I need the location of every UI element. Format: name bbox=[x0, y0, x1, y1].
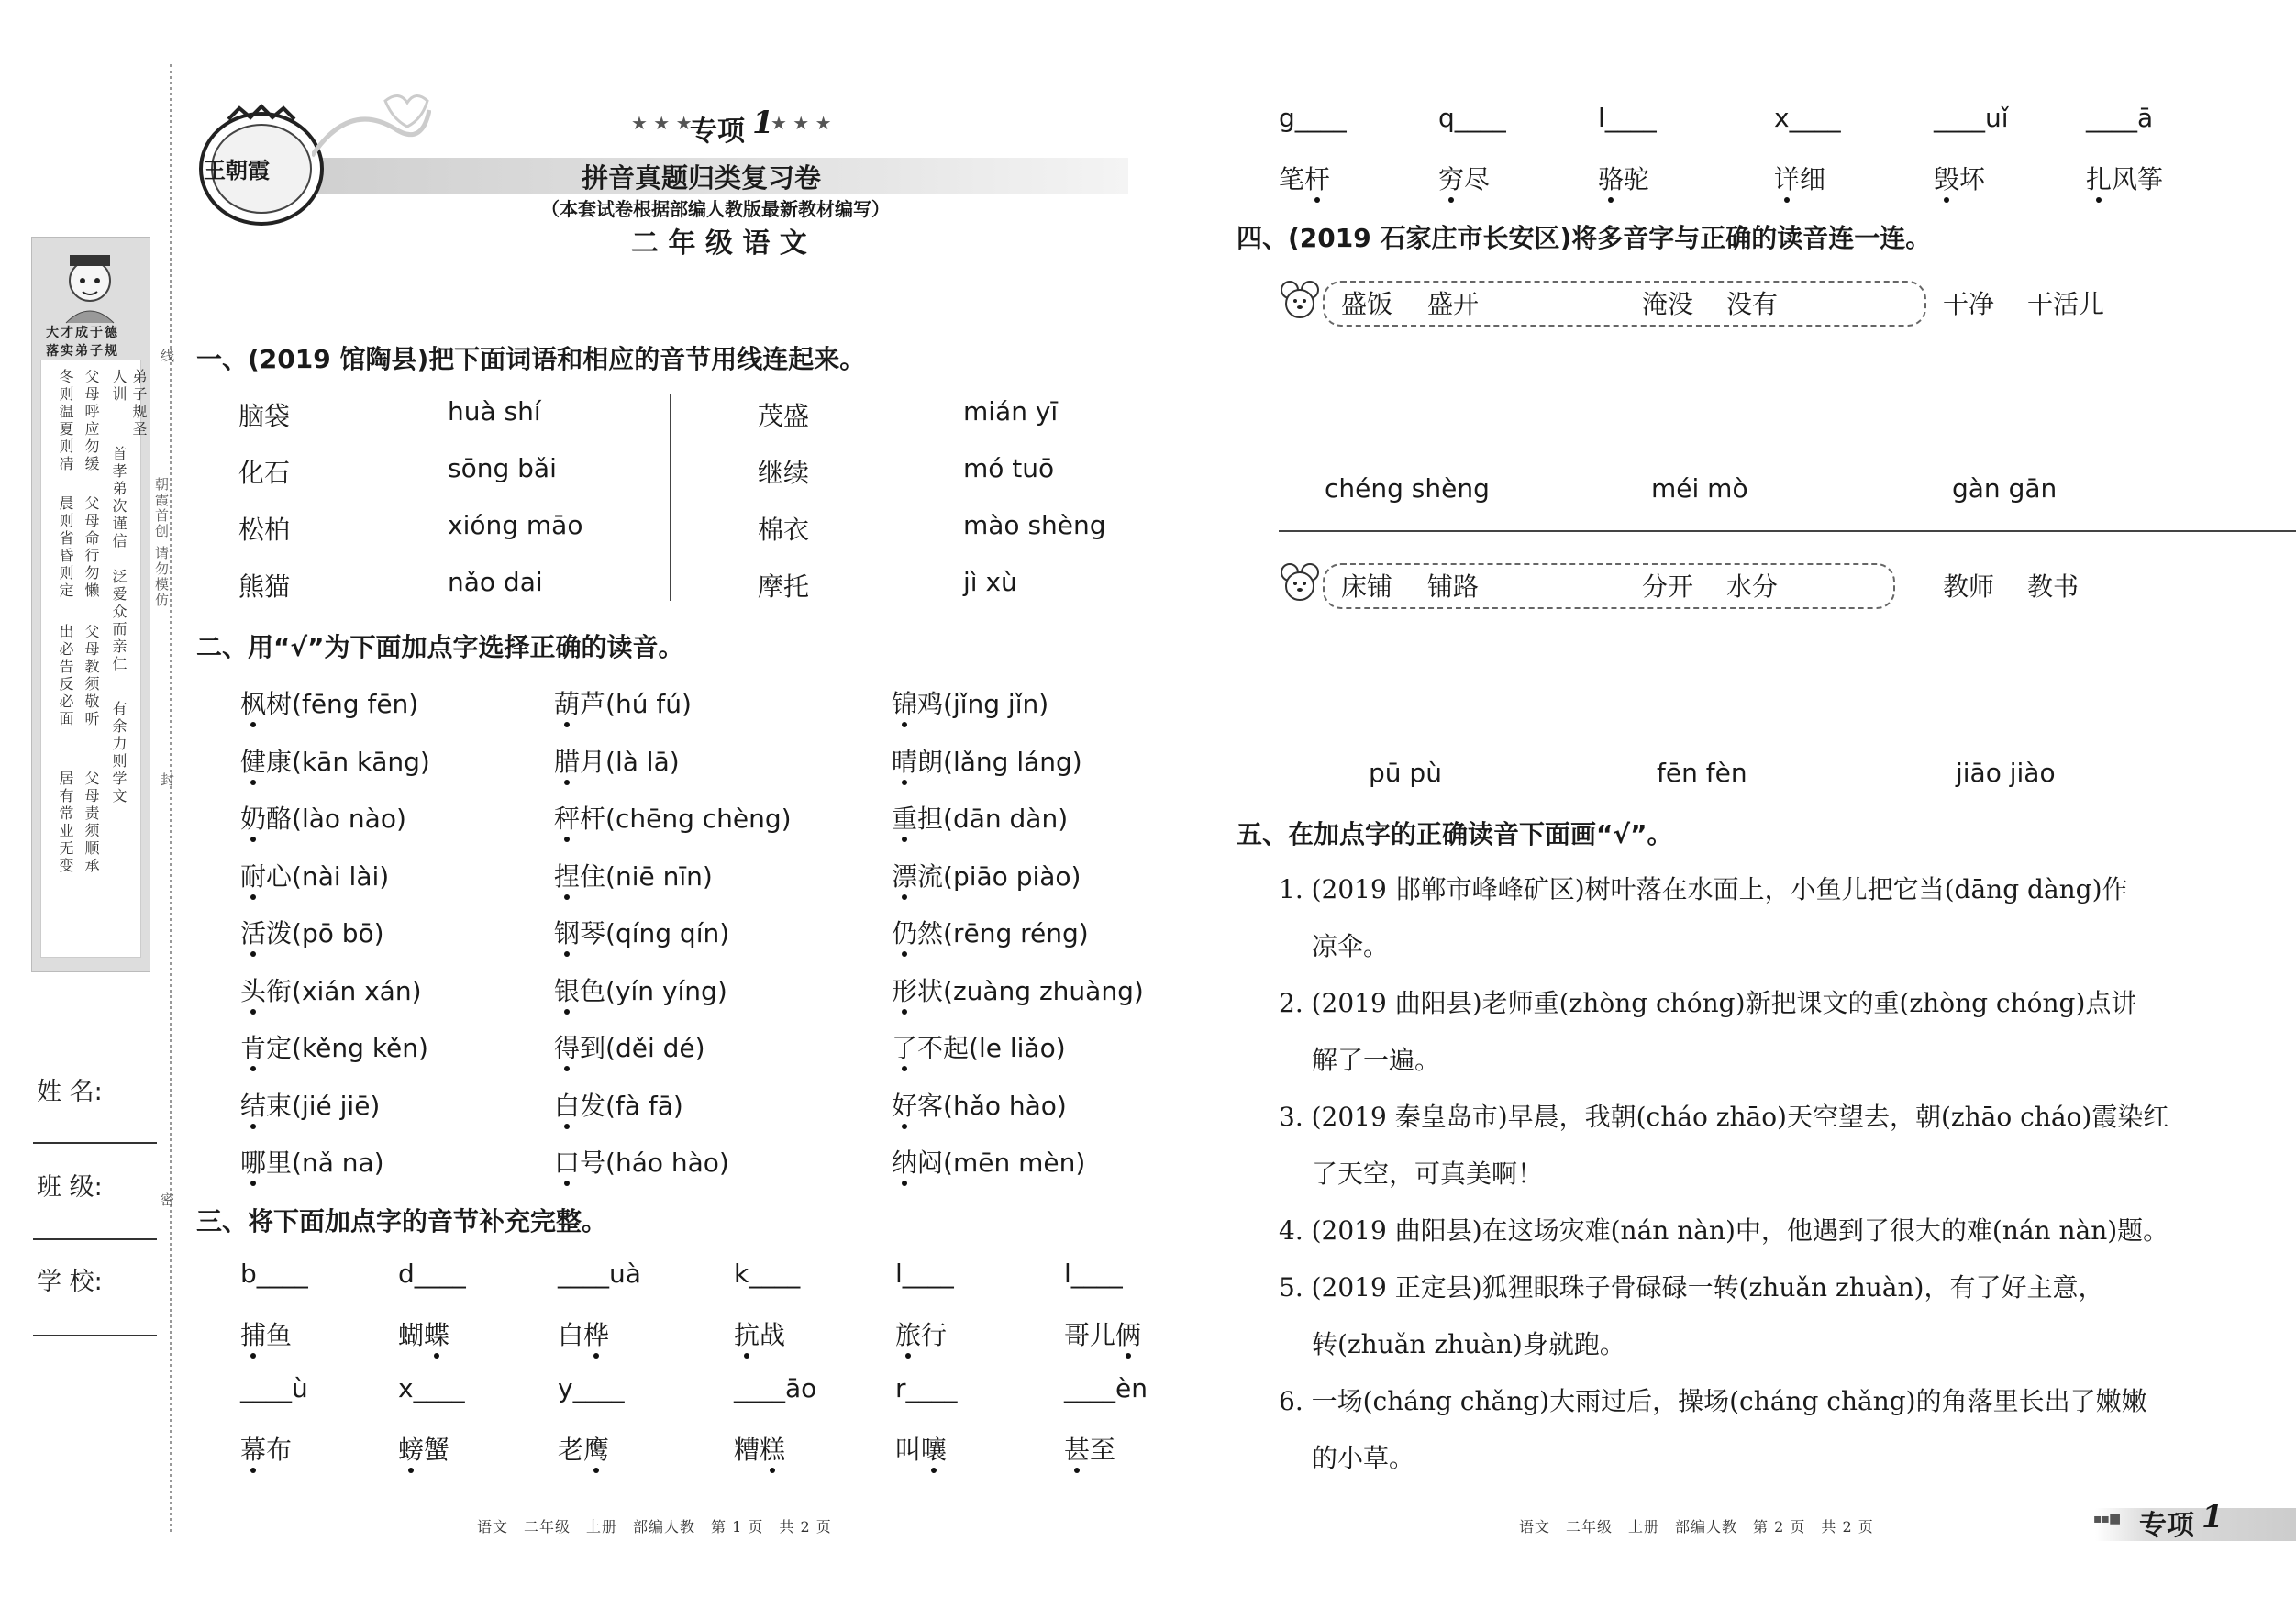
dotted-char: 哪 bbox=[240, 1148, 267, 1178]
word: 教师 bbox=[1943, 571, 1995, 602]
word-rest: 里 bbox=[266, 1148, 293, 1178]
dotted-char: 杆 bbox=[1304, 164, 1331, 194]
question-line[interactable]: 5. (2019 正定县)狐狸眼珠子骨碌碌一转(zhuǎn zhuàn)，有了好主意， bbox=[1279, 1272, 2104, 1303]
pinyin-blank[interactable]: d____ bbox=[398, 1259, 466, 1289]
word-rest: 流 bbox=[917, 860, 944, 892]
word-rest: 衔 bbox=[266, 975, 293, 1006]
pronunciation-choice[interactable] bbox=[240, 1028, 428, 1065]
dotted-char: 银 bbox=[554, 975, 581, 1006]
word-rest: 月 bbox=[580, 746, 606, 777]
pinyin: jì xù bbox=[963, 567, 1017, 597]
word-rest: 号 bbox=[580, 1148, 606, 1178]
word-rest: 老 bbox=[558, 1435, 584, 1465]
word-rest: 心 bbox=[266, 860, 293, 892]
pinyin-blank[interactable]: ____uà bbox=[558, 1259, 641, 1289]
side-motto-1: 大才成于德 bbox=[46, 326, 119, 340]
word-rest: 康 bbox=[266, 746, 293, 777]
pronunciation-choice[interactable] bbox=[892, 742, 1082, 779]
word-rest: 色 bbox=[580, 975, 606, 1006]
pinyin-options[interactable]: (piāo piào) bbox=[943, 860, 1081, 892]
special-number: 1 bbox=[752, 105, 774, 141]
dotted-char: 腊 bbox=[554, 746, 581, 777]
pinyin-options[interactable]: (pō bō) bbox=[292, 918, 384, 948]
word-rest: 白 bbox=[558, 1320, 584, 1350]
word bbox=[240, 1315, 292, 1352]
dotted-char: 口 bbox=[554, 1148, 581, 1178]
dotted-char: 晴 bbox=[892, 746, 918, 777]
word-rest: 蝴 bbox=[398, 1320, 425, 1350]
word-rest: 然 bbox=[917, 918, 944, 948]
word bbox=[734, 1430, 785, 1467]
pinyin: mián yī bbox=[963, 396, 1059, 427]
word-rest: 尽 bbox=[1464, 164, 1491, 194]
grade-title: 二 年 级 语 文 bbox=[631, 227, 807, 260]
pinyin-blank[interactable]: y____ bbox=[558, 1373, 625, 1403]
pronunciation-choice[interactable] bbox=[240, 857, 389, 893]
question-line-continued: 了天空，可真美啊！ bbox=[1312, 1159, 1544, 1189]
word-rest: 叫 bbox=[895, 1435, 922, 1465]
footer-left: 语文 二年级 上册 部编人教 第 1 页 共 2 页 bbox=[477, 1518, 832, 1536]
pronunciation-choice[interactable] bbox=[554, 1143, 729, 1180]
pinyin-options[interactable]: (háo hào) bbox=[605, 1148, 729, 1178]
pronunciation-choice[interactable] bbox=[240, 684, 418, 721]
side-verse: 居有常业无变 bbox=[57, 771, 74, 875]
pinyin-options[interactable]: (jié jiē) bbox=[292, 1090, 381, 1121]
question-line-continued: 凉伞。 bbox=[1312, 931, 1390, 961]
section5-heading: 五、在加点字的正确读音下面画“√”。 bbox=[1237, 819, 1673, 849]
logo-text: 王朝霞 bbox=[204, 157, 270, 183]
word bbox=[895, 1315, 947, 1352]
dotted-char: 秤 bbox=[554, 804, 581, 834]
word: 化石 bbox=[238, 458, 291, 488]
word bbox=[1279, 160, 1330, 196]
word: 淹没 bbox=[1642, 289, 1694, 319]
word bbox=[240, 1430, 292, 1467]
pinyin-options[interactable]: (děi dé) bbox=[605, 1033, 705, 1063]
pinyin-options[interactable]: (xián xán) bbox=[292, 975, 422, 1006]
word-rest: 发 bbox=[580, 1090, 606, 1121]
pinyin-blank[interactable]: ____uǐ bbox=[1934, 103, 2009, 133]
dotted-char: 糕 bbox=[760, 1435, 786, 1465]
pronunciation-choice[interactable] bbox=[892, 1143, 1085, 1180]
side-verse: 父母命行勿懒 bbox=[83, 495, 100, 600]
pinyin-options[interactable]: (lào nào) bbox=[292, 804, 406, 834]
word-rest: 闷 bbox=[917, 1148, 944, 1178]
word bbox=[1438, 160, 1490, 196]
pinyin-options[interactable]: (kěng kěn) bbox=[292, 1033, 428, 1063]
pinyin-options[interactable]: (chēng chèng) bbox=[605, 804, 792, 834]
dotted-char: 仍 bbox=[892, 918, 918, 948]
dotted-char: 桦 bbox=[583, 1320, 610, 1350]
word-rest: 定 bbox=[266, 1033, 293, 1063]
stars-left: ★ ★ ★ bbox=[631, 112, 693, 134]
class-field[interactable] bbox=[33, 1238, 157, 1240]
pinyin: jiāo jiào bbox=[1956, 758, 2056, 788]
question-line[interactable]: 3. (2019 秦皇岛市)早晨，我朝(cháo zhāo)天空望去，朝(zhāo cháo)霞染红 bbox=[1279, 1102, 2169, 1132]
dotted-char: 旅 bbox=[895, 1320, 922, 1350]
pronunciation-choice[interactable] bbox=[892, 799, 1068, 836]
dotted-char: 结 bbox=[240, 1090, 267, 1121]
side-verse: 首孝弟次谨信 bbox=[110, 446, 128, 550]
pinyin-options[interactable]: (rēng réng) bbox=[943, 918, 1089, 948]
word bbox=[398, 1430, 449, 1467]
dotted-char: 白 bbox=[554, 1090, 581, 1121]
pinyin: chéng shèng bbox=[1325, 473, 1490, 504]
section1-divider bbox=[670, 394, 671, 601]
pronunciation-choice[interactable] bbox=[554, 1086, 683, 1123]
word-rest: 坏 bbox=[1959, 164, 1986, 194]
pinyin-blank[interactable]: ____āo bbox=[734, 1373, 817, 1403]
dotted-char: 了 bbox=[892, 1033, 918, 1063]
pinyin-options[interactable]: (jǐng jǐn) bbox=[943, 689, 1049, 719]
pinyin: méi mò bbox=[1651, 473, 1748, 504]
pinyin-blank[interactable]: l____ bbox=[895, 1259, 954, 1289]
word-rest: 树 bbox=[266, 689, 293, 719]
pinyin-options[interactable]: (lǎng láng) bbox=[943, 746, 1082, 777]
footer-right: 语文 二年级 上册 部编人教 第 2 页 共 2 页 bbox=[1519, 1518, 1874, 1536]
word-rest: 风筝 bbox=[2112, 164, 2164, 194]
pinyin-options[interactable]: (yín yíng) bbox=[605, 975, 727, 1006]
pinyin: xióng māo bbox=[448, 510, 583, 540]
pinyin-options[interactable]: (fà fā) bbox=[605, 1090, 683, 1121]
word: 脑袋 bbox=[238, 401, 291, 431]
name-field[interactable] bbox=[33, 1142, 157, 1144]
pinyin-blank[interactable]: q____ bbox=[1438, 103, 1506, 133]
dotted-char: 嚷 bbox=[921, 1435, 948, 1465]
word-rest: 战 bbox=[760, 1320, 786, 1350]
dotted-char: 俩 bbox=[1115, 1320, 1142, 1350]
dotted-char: 钢 bbox=[554, 918, 581, 948]
cut-label-secret: 密 bbox=[159, 1192, 175, 1208]
dotted-char: 重 bbox=[892, 804, 918, 834]
pinyin: mó tuō bbox=[963, 453, 1055, 483]
pinyin-options[interactable]: (zuàng zhuàng) bbox=[943, 975, 1144, 1006]
pinyin-blank[interactable]: ____ù bbox=[240, 1373, 308, 1403]
cut-line bbox=[170, 64, 172, 1532]
page-right bbox=[1148, 0, 2296, 1597]
side-verse: 有余力则学文 bbox=[110, 701, 128, 805]
pinyin-blank[interactable]: x____ bbox=[398, 1373, 465, 1403]
pronunciation-choice[interactable] bbox=[240, 971, 422, 1008]
cut-label-brand: 朝霞首创 请勿模仿 bbox=[153, 477, 170, 608]
word bbox=[1774, 160, 1825, 196]
pronunciation-choice[interactable] bbox=[554, 1028, 705, 1065]
question-line[interactable]: 1. (2019 邯郸市峰峰矿区)树叶落在水面上，小鱼儿把它当(dāng dàng)作 bbox=[1279, 874, 2128, 904]
side-verse: 晨则省昏则定 bbox=[57, 495, 74, 600]
section4-separator bbox=[1279, 530, 2296, 532]
word bbox=[734, 1315, 785, 1352]
word bbox=[1064, 1315, 1141, 1352]
dotted-char: 枫 bbox=[240, 689, 267, 719]
pinyin-options[interactable]: (là lā) bbox=[605, 746, 680, 777]
question-line-continued: 转(zhuǎn zhuàn)身就跑。 bbox=[1312, 1329, 1625, 1359]
dotted-char: 甚 bbox=[1064, 1435, 1091, 1465]
question-line[interactable]: 6. 一场(cháng chǎng)大雨过后，操场(cháng chǎng)的角落里长出了嫩嫩 bbox=[1279, 1386, 2147, 1416]
word: 干活儿 bbox=[2027, 289, 2105, 319]
mouse-icon bbox=[1279, 279, 1321, 321]
side-verse: 父母教须敬听 bbox=[83, 624, 100, 728]
side-verse: 弟子规圣人训 bbox=[110, 369, 148, 438]
dotted-char: 葫 bbox=[554, 689, 581, 719]
word: 分开 bbox=[1642, 571, 1694, 602]
word: 教书 bbox=[2027, 571, 2080, 602]
pinyin-blank[interactable]: l____ bbox=[1598, 103, 1657, 133]
pronunciation-choice[interactable] bbox=[554, 742, 680, 779]
pinyin-options[interactable]: (mēn mèn) bbox=[943, 1148, 1086, 1178]
dotted-char: 锦 bbox=[892, 689, 918, 719]
word-rest: 行 bbox=[921, 1320, 948, 1350]
word-rest: 酪 bbox=[266, 804, 293, 834]
pinyin-options[interactable]: (le liǎo) bbox=[969, 1033, 1066, 1063]
pronunciation-choice[interactable] bbox=[892, 684, 1048, 721]
word-rest: 状 bbox=[917, 975, 944, 1006]
pinyin: huà shí bbox=[448, 396, 541, 427]
pinyin: gàn gān bbox=[1952, 473, 2058, 504]
school-field[interactable] bbox=[33, 1335, 157, 1336]
special-label: 专项 bbox=[690, 116, 745, 148]
dotted-char: 穷 bbox=[1438, 164, 1465, 194]
section1-heading: 一、(2019 馆陶县)把下面词语和相应的音节用线连起来。 bbox=[196, 344, 866, 374]
pronunciation-choice[interactable] bbox=[240, 914, 384, 950]
pinyin-blank[interactable]: r____ bbox=[895, 1373, 958, 1403]
word-rest: 哥儿 bbox=[1064, 1320, 1116, 1350]
pinyin: fēn fèn bbox=[1657, 758, 1747, 788]
pinyin-options[interactable]: (fēng fēn) bbox=[292, 689, 419, 719]
word-rest: 驼 bbox=[1624, 164, 1650, 194]
question-line[interactable]: 2. (2019 曲阳县)老师重(zhòng chóng)新把课文的重(zhòng chóng)点讲 bbox=[1279, 988, 2137, 1018]
dotted-char: 奶 bbox=[240, 804, 267, 834]
dotted-char: 活 bbox=[240, 918, 267, 948]
dotted-char: 详 bbox=[1774, 164, 1801, 194]
pinyin-blank[interactable]: ____èn bbox=[1064, 1373, 1148, 1403]
word-rest: 芦 bbox=[580, 689, 606, 719]
dotted-char: 骆 bbox=[1598, 164, 1625, 194]
footer-tag-number: 1 bbox=[2202, 1499, 2224, 1536]
question-line[interactable]: 4. (2019 曲阳县)在这场灾难(nán nàn)中，他遇到了很大的难(nán nàn)题。 bbox=[1279, 1215, 2169, 1246]
pronunciation-choice[interactable] bbox=[240, 742, 430, 779]
mouse-icon bbox=[1279, 561, 1321, 604]
pronunciation-choice[interactable] bbox=[892, 1086, 1067, 1123]
word-rest: 鱼 bbox=[266, 1320, 293, 1350]
word: 棉衣 bbox=[758, 515, 810, 545]
dotted-char: 捏 bbox=[554, 860, 581, 892]
question-line-continued: 解了一遍。 bbox=[1312, 1045, 1441, 1075]
word-rest: 泼 bbox=[266, 918, 293, 948]
pronunciation-choice[interactable] bbox=[554, 971, 727, 1008]
dotted-char: 抗 bbox=[734, 1320, 760, 1350]
word-rest: 客 bbox=[917, 1090, 944, 1121]
pronunciation-choice[interactable] bbox=[240, 1143, 384, 1180]
pronunciation-choice[interactable] bbox=[554, 684, 692, 721]
pronunciation-choice[interactable] bbox=[892, 1028, 1066, 1065]
pinyin-options[interactable]: (nǎ na) bbox=[292, 1148, 384, 1178]
class-label: 班 级: bbox=[37, 1173, 103, 1202]
cut-label-seal: 封 bbox=[159, 772, 175, 788]
footer-tag-bar bbox=[2095, 1508, 2296, 1541]
pinyin-blank[interactable]: g____ bbox=[1279, 103, 1347, 133]
pinyin: sōng bǎi bbox=[448, 453, 557, 483]
pinyin-options[interactable]: (hǎo hào) bbox=[943, 1090, 1067, 1121]
word-rest: 细 bbox=[1800, 164, 1826, 194]
word-group-box bbox=[1323, 281, 1926, 327]
word bbox=[1064, 1430, 1115, 1467]
pronunciation-choice[interactable] bbox=[240, 799, 406, 836]
pinyin: nǎo dai bbox=[448, 567, 543, 597]
word-rest: 到 bbox=[580, 1033, 606, 1063]
dotted-char: 蝶 bbox=[424, 1320, 450, 1350]
word: 铺路 bbox=[1427, 571, 1480, 602]
word bbox=[558, 1315, 609, 1352]
page-title: 拼音真题归类复习卷 bbox=[582, 162, 822, 194]
word: 茂盛 bbox=[758, 401, 810, 431]
question-line-continued: 的小草。 bbox=[1312, 1443, 1415, 1473]
pronunciation-choice[interactable] bbox=[892, 857, 1081, 893]
footer-tag-label: 专项 bbox=[2139, 1510, 2194, 1542]
word: 熊猫 bbox=[238, 571, 291, 602]
pinyin-options[interactable]: (kān kāng) bbox=[292, 746, 430, 777]
word bbox=[1934, 160, 1985, 196]
dotted-char: 好 bbox=[892, 1090, 918, 1121]
word bbox=[1598, 160, 1649, 196]
pinyin-blank[interactable]: ____ā bbox=[2086, 103, 2154, 133]
word-rest: 不起 bbox=[917, 1033, 970, 1063]
word-rest: 糟 bbox=[734, 1435, 760, 1465]
dotted-char: 毁 bbox=[1934, 164, 1960, 194]
pronunciation-choice[interactable] bbox=[892, 971, 1144, 1008]
pinyin-blank[interactable]: x____ bbox=[1774, 103, 1841, 133]
word: 继续 bbox=[758, 458, 810, 488]
side-motto-2: 落实弟子规 bbox=[46, 344, 119, 359]
pinyin-blank[interactable]: b____ bbox=[240, 1259, 308, 1289]
word-rest: 琴 bbox=[580, 918, 606, 948]
side-verse: 冬则温夏则凊 bbox=[57, 369, 74, 473]
word: 盛饭 bbox=[1341, 289, 1393, 319]
section3-heading: 三、将下面加点字的音节补充完整。 bbox=[196, 1206, 608, 1237]
dotted-char: 头 bbox=[240, 975, 267, 1006]
pinyin-options[interactable]: (qíng qín) bbox=[605, 918, 730, 948]
word-rest: 朗 bbox=[917, 746, 944, 777]
pronunciation-choice[interactable] bbox=[892, 914, 1089, 950]
pinyin-options[interactable]: (hú fú) bbox=[605, 689, 692, 719]
word-rest: 鸡 bbox=[917, 689, 944, 719]
pinyin: mào shèng bbox=[963, 510, 1106, 540]
dotted-char: 肯 bbox=[240, 1033, 267, 1063]
word-group-box bbox=[1323, 563, 1895, 609]
pronunciation-choice[interactable] bbox=[554, 857, 713, 893]
word: 干净 bbox=[1943, 289, 1995, 319]
pinyin-blank[interactable]: k____ bbox=[734, 1259, 801, 1289]
side-verse: 泛爱众而亲仁 bbox=[110, 569, 128, 673]
word bbox=[558, 1430, 609, 1467]
pinyin-blank[interactable]: l____ bbox=[1064, 1259, 1123, 1289]
dotted-char: 鹰 bbox=[583, 1435, 610, 1465]
word: 松柏 bbox=[238, 515, 291, 545]
word-rest: 笔 bbox=[1279, 164, 1305, 194]
footer-tag-squares: ▪▪■ bbox=[2093, 1512, 2121, 1526]
pronunciation-choice[interactable] bbox=[240, 1086, 380, 1123]
pinyin: pū pù bbox=[1369, 758, 1442, 788]
stars-right: ★ ★ ★ bbox=[771, 112, 832, 134]
dotted-char: 捕 bbox=[240, 1320, 267, 1350]
name-label: 姓 名: bbox=[37, 1078, 103, 1106]
dotted-char: 扎 bbox=[2086, 164, 2113, 194]
pinyin-options[interactable]: (dān dàn) bbox=[943, 804, 1069, 834]
dotted-char: 螃 bbox=[398, 1435, 425, 1465]
dotted-char: 得 bbox=[554, 1033, 581, 1063]
word: 盛开 bbox=[1427, 289, 1480, 319]
word bbox=[398, 1315, 449, 1352]
section2-heading: 二、用“√”为下面加点字选择正确的读音。 bbox=[196, 632, 684, 662]
side-verse: 父母呼应勿缓 bbox=[83, 369, 100, 473]
word bbox=[895, 1430, 947, 1467]
pronunciation-choice[interactable] bbox=[554, 799, 792, 836]
dotted-char: 纳 bbox=[892, 1148, 918, 1178]
word-rest: 担 bbox=[917, 804, 944, 834]
pinyin-options[interactable]: (niē nīn) bbox=[605, 860, 713, 892]
page-subtitle: （本套试卷根据部编人教版最新教材编写） bbox=[541, 198, 890, 220]
side-verse: 父母责须顺承 bbox=[83, 771, 100, 875]
cut-label-line: 线 bbox=[159, 349, 175, 364]
side-verse: 出必告反必面 bbox=[57, 624, 74, 728]
dotted-char: 幕 bbox=[240, 1435, 267, 1465]
word-rest: 束 bbox=[266, 1090, 293, 1121]
word-rest: 杆 bbox=[580, 804, 606, 834]
word: 没有 bbox=[1726, 289, 1779, 319]
dotted-char: 形 bbox=[892, 975, 918, 1006]
word-rest: 至 bbox=[1090, 1435, 1116, 1465]
scholar-icon bbox=[48, 246, 132, 325]
word-rest: 蟹 bbox=[424, 1435, 450, 1465]
dotted-char: 健 bbox=[240, 746, 267, 777]
word-rest: 住 bbox=[580, 860, 606, 892]
word: 摩托 bbox=[758, 571, 810, 602]
dotted-char: 耐 bbox=[240, 860, 267, 892]
word: 水分 bbox=[1726, 571, 1779, 602]
ribbon-decoration bbox=[312, 92, 431, 174]
pinyin-options[interactable]: (nài lài) bbox=[292, 860, 390, 892]
word-rest: 布 bbox=[266, 1435, 293, 1465]
section4-heading: 四、(2019 石家庄市长安区)将多音字与正确的读音连一连。 bbox=[1237, 223, 1932, 253]
dotted-char: 漂 bbox=[892, 860, 918, 892]
word bbox=[2086, 160, 2163, 196]
word: 床铺 bbox=[1341, 571, 1393, 602]
pronunciation-choice[interactable] bbox=[554, 914, 729, 950]
school-label: 学 校: bbox=[37, 1268, 103, 1296]
